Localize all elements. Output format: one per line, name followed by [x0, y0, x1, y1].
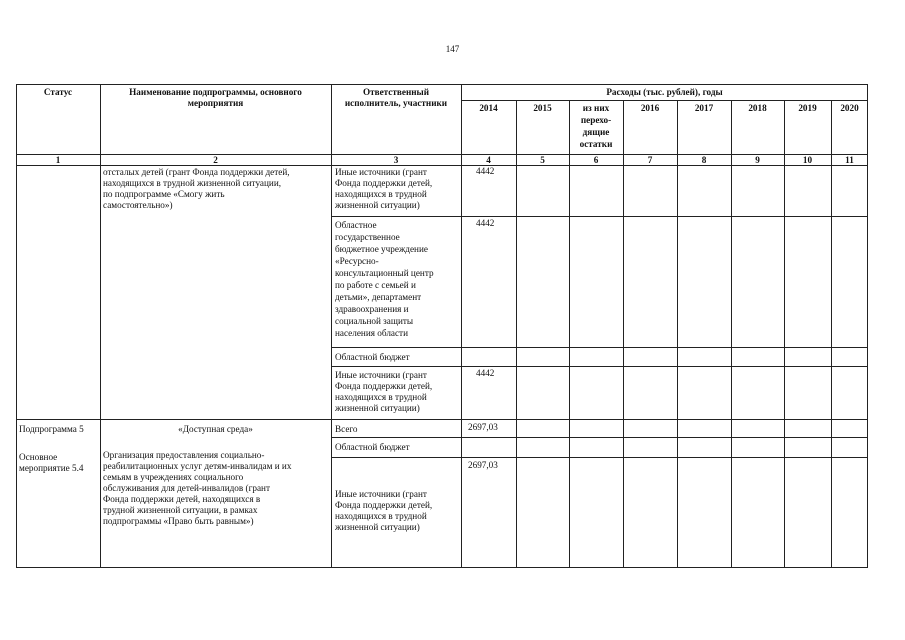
block1-row2-resp: бюджетное учреждение [335, 244, 428, 254]
block1-name-line: самостоятельно») [103, 200, 173, 210]
block2-name-line: подпрограммы «Право быть равным») [103, 516, 254, 526]
block1-row1-resp: жизненной ситуации) [335, 200, 420, 210]
col-num-8: 8 [701, 155, 707, 165]
page-number: 147 [445, 44, 460, 54]
year-2018: 2018 [748, 103, 767, 113]
block2-name-line: трудной жизненной ситуации, в рамках [103, 505, 258, 515]
year-2020: 2020 [840, 103, 859, 113]
subprogram-title: «Доступная среда» [178, 424, 253, 434]
block2-row3-resp: находящихся в трудной [335, 511, 427, 521]
block1-row4-resp: Фонда поддержки детей, [335, 381, 433, 391]
col-num-2: 2 [213, 155, 218, 165]
block1-row2-resp: здравоохранения и [335, 304, 409, 314]
block2-name-line: Организация предоставления социально- [103, 450, 265, 460]
transit-line3: дящие [582, 127, 610, 137]
block2-name-line: реабилитационных услуг детям-инвалидам и их [103, 461, 292, 471]
transit-line4: остатки [579, 139, 613, 149]
col-num-7: 7 [647, 155, 653, 165]
block2-name-line: обслуживания для детей-инвалидов (грант [103, 483, 270, 493]
header-expenses: Расходы (тыс. рублей), годы [606, 87, 723, 97]
block1-row2-resp: консультационный центр [335, 268, 434, 278]
block1-row4-y2014: 4442 [476, 368, 495, 378]
transit-line1: из них [582, 103, 610, 113]
transit-line2: перехо- [580, 115, 612, 125]
header-resp-line1: Ответственный [362, 87, 429, 97]
status-subprogram: Подпрограмма 5 [19, 424, 84, 434]
header-name-line1: Наименование подпрограммы, основного [129, 87, 302, 97]
year-2015: 2015 [533, 103, 552, 113]
block1-row1-resp: находящихся в трудной [335, 189, 427, 199]
block2-row3-resp: жизненной ситуации) [335, 522, 420, 532]
block1-row2-resp: детьми», департамент [335, 292, 422, 302]
block1-row2-resp: Областное [335, 220, 377, 230]
block1-row2-y2014: 4442 [476, 218, 495, 228]
block2-row1-y2014: 2697,03 [468, 422, 498, 432]
block2-row3-resp: Иные источники (грант [335, 489, 427, 499]
block1-name-line: отсталых детей (грант Фонда поддержки детей, [103, 167, 290, 177]
block1-row4-resp: Иные источники (грант [335, 370, 427, 380]
block2-row2-resp: Областной бюджет [335, 442, 410, 452]
col-num-9: 9 [755, 155, 760, 165]
year-2016: 2016 [640, 103, 660, 113]
col-num-4: 4 [486, 155, 491, 165]
header-name-line2: мероприятия [187, 98, 244, 108]
status-measure-line: Основное [19, 452, 58, 462]
block2-row1-resp: Всего [335, 424, 358, 434]
block1-name-line: по подпрограмме «Смогу жить [103, 189, 225, 199]
year-2019: 2019 [798, 103, 817, 113]
header-status: Статус [43, 87, 73, 97]
block1-row4-resp: находящихся в трудной [335, 392, 427, 402]
col-num-6: 6 [593, 155, 599, 165]
block2-row3-y2014: 2697,03 [468, 460, 498, 470]
block1-row2-resp: «Ресурсно- [335, 256, 379, 266]
block1-row1-y2014: 4442 [476, 166, 495, 176]
col-num-5: 5 [540, 155, 545, 165]
block1-row2-resp: социальной защиты [335, 316, 414, 326]
block1-row1-resp: Фонда поддержки детей, [335, 178, 433, 188]
block1-row2-resp: по работе с семьей и [335, 280, 416, 290]
block1-row3-resp: Областной бюджет [335, 352, 410, 362]
block1-row1-resp: Иные источники (грант [335, 167, 427, 177]
year-2014: 2014 [479, 103, 498, 113]
col-num-1: 1 [55, 155, 61, 165]
col-num-10: 10 [802, 155, 813, 165]
block2-row3-resp: Фонда поддержки детей, [335, 500, 433, 510]
col-num-11: 11 [845, 155, 854, 165]
header-resp-line2: исполнитель, участники [344, 98, 448, 108]
col-num-3: 3 [393, 155, 399, 165]
block1-row4-resp: жизненной ситуации) [335, 403, 420, 413]
budget-table [16, 84, 868, 568]
block1-row2-resp: государственное [335, 232, 400, 242]
block1-row2-resp: населения области [335, 328, 408, 338]
block2-name-line: семьям в учреждениях социального [103, 472, 244, 482]
block1-name-line: находящихся в трудной жизненной ситуации, [103, 178, 282, 188]
year-2017: 2017 [694, 103, 714, 113]
block2-name-line: Фонда поддержки детей, находящихся в [103, 494, 261, 504]
status-measure-line: мероприятие 5.4 [19, 463, 84, 473]
